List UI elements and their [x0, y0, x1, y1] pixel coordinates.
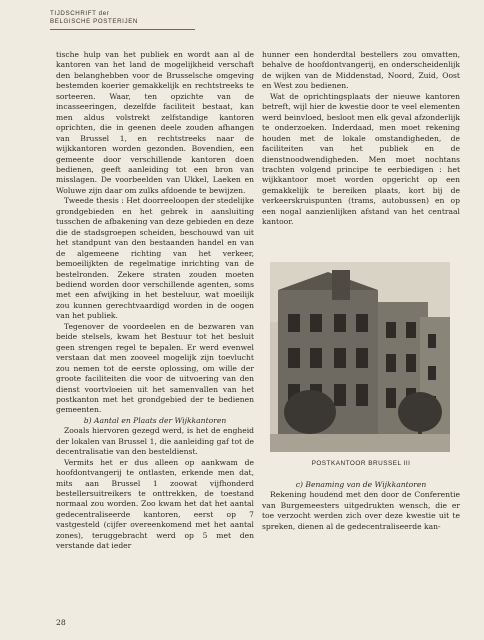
header-rule: [50, 29, 195, 30]
paragraph: Tegenover de voordeelen en de bezwaren van beide stelsels, kwam het Bestuur tot het besluit geen strengen regel te bepalen. Er werd evenwel verstaan dat men zooveel mogelijk zijn toevlucht zou nemen tot de eerste oplossing, om wille der groote faciliteiten die voor de uitvoering van den dienst voortvloeien uit het samenvallen van het postkanton met het grondgebied der te bedienen gemeenten.: [56, 321, 254, 415]
header-line-2: BELGISCHE POSTERIJEN: [50, 18, 138, 25]
photo-caption: POSTKANTOOR BRUSSEL III: [311, 460, 411, 467]
paragraph: Vermits het er dus alleen op aankwam de hoofdontvangerij te ontlasten, erkende men dat, mits aan Brussel 1 zoowat vijfhonderd bestellersuitreikers te onttrekken, de toestand normaal zou worden. Zoo kwam het dat het aantal gedecentraliseerde kantoren, eerst op 7 vastgesteld (cijfer overeenkomend met het aantal zones), teruggebracht werd op 5 met den verstande dat ieder: [56, 457, 254, 551]
paragraph: Tweede thesis : Het doorreeloopen der stedelijke grondgebieden en het gebrek in aansluiting tusschen de afbakening van deze gebieden en deze die de stadsgroepen scheiden, beschouwd van uit het standpunt van den bestaanden handel en van de algemeene richting van het verkeer, bemoeilijkten de regelmatige inrichting van de bestelronden. Zekere straten zouden moeten bediend worden door verschillende agenten, soms met een afwijking in het besteluur, wat moeilijk zou kunnen gerechtvaardigd worden in de oogen van het publiek.: [56, 196, 254, 321]
section-heading: c) Benaming van de Wijkkantoren: [295, 480, 427, 489]
paragraph: Wat de oprichtingsplaats der nieuwe kantoren betreft, wijl hier de kwestie door te veel elementen werd beinvloed, besloot men elk geval afzonderlijk te onderzoeken. Inderdaad, men moet rekening houden met de lokale omstandigheden, de faciliteiten van het publiek en de dienstnoodwendigheden. Men moet nochtans trachten volgend principe te eerbiedigen : het wijkkantoor moet worden opgericht op een gemakkelijk te bereiken plaats, kort bij de verkeerskruispunten (trams, autobussen) en op een nogal aanzienlijken afstand van het centraal kantoor.: [262, 91, 460, 227]
right-column: [262, 50, 460, 228]
section-heading: b) Aantal en Plaats der Wijkkantoren: [83, 415, 227, 425]
paragraph: Rekening houdend met den door de Conferentie van Burgemeesters uitgedrukten wensch, die er toe verzocht werden zich over deze kwestie uit te spreken, dienen al de gedecentraliseerde kan-: [262, 490, 460, 531]
page-number: 28: [56, 618, 66, 627]
right-column-lower: [262, 480, 460, 532]
paragraph: tische hulp van het publiek en wordt aan al de kantoren van het land de mogelijkheid verschaft den belanghebben voor de Brusselsche omgeving bestemden koerier gemakkelijk en rechtstreeks te sorteeren. Waar, ten opzichte van de incasseeringen, dezelfde faciliteit bestaat, kan men aldus volstrekt zelfstandige kantoren oprichten, die in geenen deele zouden afhangen van Brussel 1, en rechtstreeks naar de wijkkantoren worden gezonden. Bovendien, een gemeente door verschillende kantoren doen bedienen, geeft aanleiding tot een bron van misslagen. De voorbeelden van Ukkel, Laeken en Woluwe zijn daar om zulks afdoende te bewijzen.: [56, 50, 254, 195]
paragraph: hunner een honderdtal bestellers zou omvatten, behalve de hoofdontvangerij, en onderscheidenlijk de wijken van de Middenstad, Noord, Zuid, Oost en West zou bedienen.: [262, 50, 460, 91]
left-column: [56, 50, 254, 552]
paragraph: Zooals hiervoren gezegd werd, is het de engheid der lokalen van Brussel 1, die aanleiding gaf tot de decentralisatie van den besteldienst.: [56, 426, 254, 457]
building-illustration: [270, 262, 450, 452]
running-header: [50, 10, 138, 26]
header-line-1: TIJDSCHRIFT der: [50, 10, 110, 17]
building-photo: [270, 262, 450, 452]
